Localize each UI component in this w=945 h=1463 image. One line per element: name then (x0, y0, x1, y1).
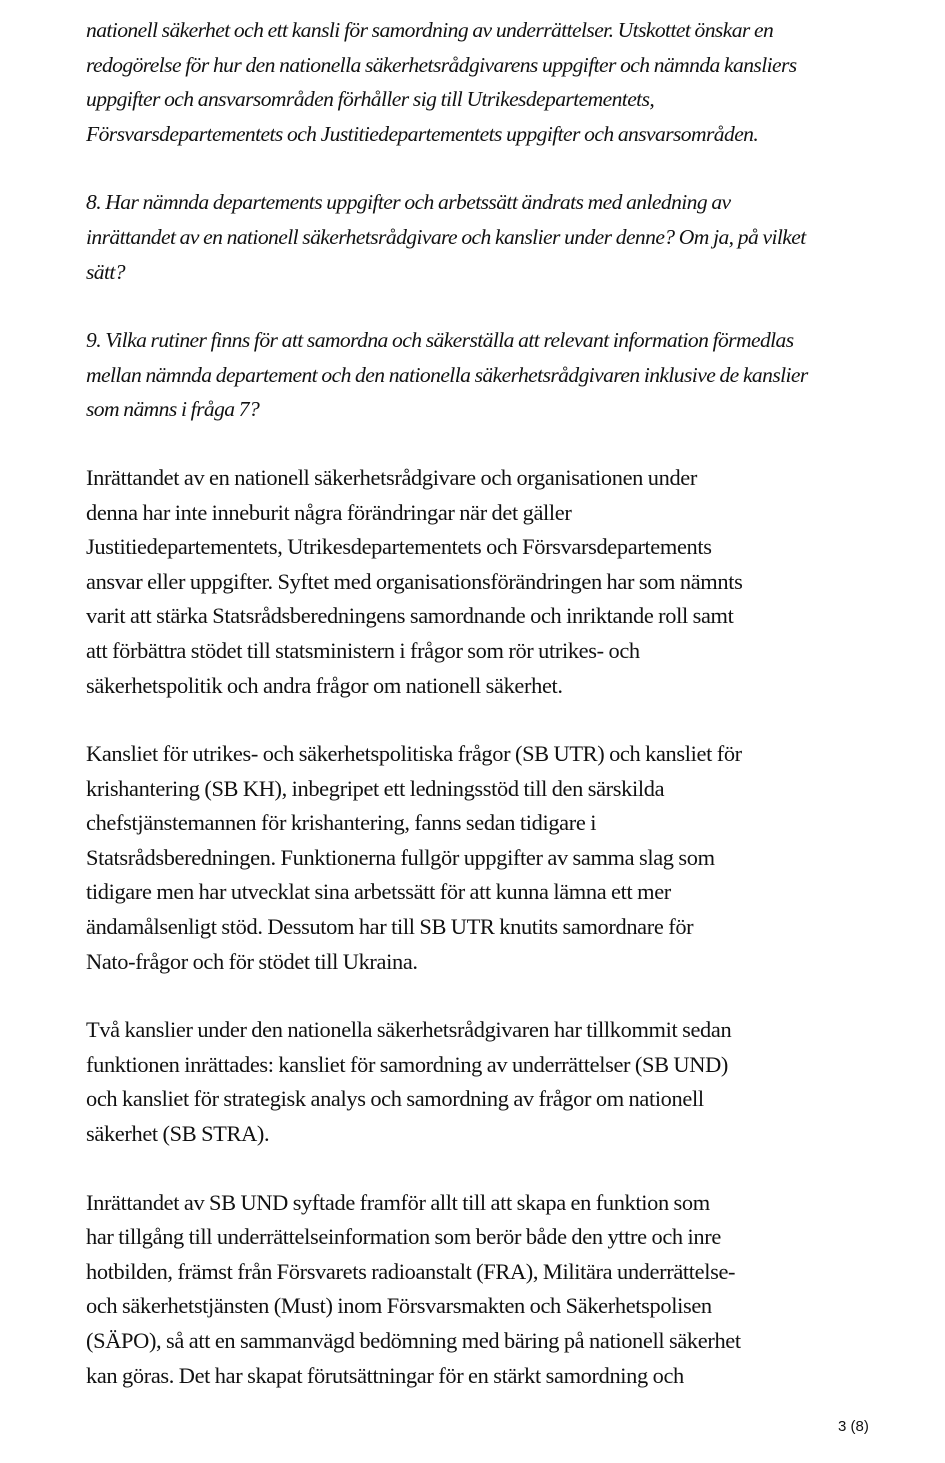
text-line: Försvarsdepartementets och Justitiedepartementets uppgifter och ansvarsområden. (86, 121, 759, 146)
text-line: (SÄPO), så att en sammanvägd bedömning med bäring på nationell säkerhet (86, 1328, 741, 1353)
text-line: varit att stärka Statsrådsberedningens samordnande och inriktande roll samt (86, 603, 734, 629)
text-line: krishantering (SB KH), inbegripet ett ledningsstöd till den särskilda (86, 775, 665, 801)
text-line: Två kanslier under den nationella säkerhetsrådgivaren har tillkommit sedan (86, 1017, 732, 1043)
text-line: att förbättra stödet till statsministern i frågor som rör utrikes- och (86, 637, 640, 663)
text-line: har tillgång till underrättelseinformation som berör både den yttre och inre (86, 1224, 721, 1250)
document-page (86, 13, 886, 1427)
text-line: och kansliet för strategisk analys och samordning av frågor om nationell (86, 1086, 704, 1112)
text-line: 9. Vilka rutiner finns för att samordna och säkerställa att relevant information förmedlas (86, 328, 794, 353)
text-line: tidigare men har utvecklat sina arbetssätt för att kunna lämna ett mer (86, 879, 671, 905)
text-line: och säkerhetstjänsten (Must) inom Försvarsmakten och Säkerhetspolisen (86, 1293, 712, 1319)
text-line: funktionen inrättades: kansliet för samordning av underrättelser (SB UND) (86, 1051, 728, 1077)
answer-paragraph-1 (86, 461, 886, 703)
text-line: ansvar eller uppgifter. Syftet med organisationsförändringen har som nämnts (86, 568, 743, 594)
text-line: hotbilden, främst från Försvarets radioanstalt (FRA), Militära underrättelse- (86, 1258, 736, 1284)
question-7-continuation (86, 13, 886, 151)
answer-paragraph-4 (86, 1186, 886, 1394)
text-line: uppgifter och ansvarsområden förhåller sig till Utrikesdepartementets, (86, 87, 655, 112)
page-number: 3 (8) (838, 1418, 869, 1435)
answer-paragraph-2 (86, 737, 886, 979)
text-line: redogörelse för hur den nationella säkerhetsrådgivarens uppgifter och nämnda kansliers (86, 52, 797, 77)
text-line: sätt? (86, 259, 125, 284)
text-line: nationell säkerhet och ett kansli för samordning av underrättelser. Utskottet önskar en (86, 18, 774, 42)
text-line: inrättandet av en nationell säkerhetsrådgivare och kanslier under denne? Om ja, på vilket (86, 224, 806, 249)
question-8 (86, 185, 886, 289)
text-line: Inrättandet av en nationell säkerhetsrådgivare och organisationen under (86, 464, 697, 490)
text-line: Justitiedepartementets, Utrikesdepartementets och Försvarsdepartements (86, 534, 712, 560)
text-line: säkerhetspolitik och andra frågor om nationell säkerhet. (86, 672, 563, 698)
text-line: chefstjänstemannen för krishantering, fanns sedan tidigare i (86, 810, 597, 836)
text-line: Nato-frågor och för stödet till Ukraina. (86, 948, 418, 974)
question-9 (86, 323, 886, 427)
text-line: Inrättandet av SB UND syftade framför allt till att skapa en funktion som (86, 1189, 710, 1215)
text-line: säkerhet (SB STRA). (86, 1121, 270, 1147)
text-line: som nämns i fråga 7? (86, 397, 260, 422)
text-line: 8. Har nämnda departements uppgifter och arbetssätt ändrats med anledning av (86, 190, 731, 215)
text-line: kan göras. Det har skapat förutsättningar för en stärkt samordning och (86, 1362, 684, 1388)
text-line: ändamålsenligt stöd. Dessutom har till SB UTR knutits samordnare för (86, 914, 694, 940)
text-line: Kansliet för utrikes- och säkerhetspolitiska frågor (SB UTR) och kansliet för (86, 741, 742, 767)
text-line: Statsrådsberedningen. Funktionerna fullgör uppgifter av samma slag som (86, 844, 715, 870)
text-line: mellan nämnda departement och den nationella säkerhetsrådgivaren inklusive de kanslier (86, 362, 808, 387)
answer-paragraph-3 (86, 1013, 886, 1151)
text-line: denna har inte inneburit några förändringar när det gäller (86, 499, 572, 525)
